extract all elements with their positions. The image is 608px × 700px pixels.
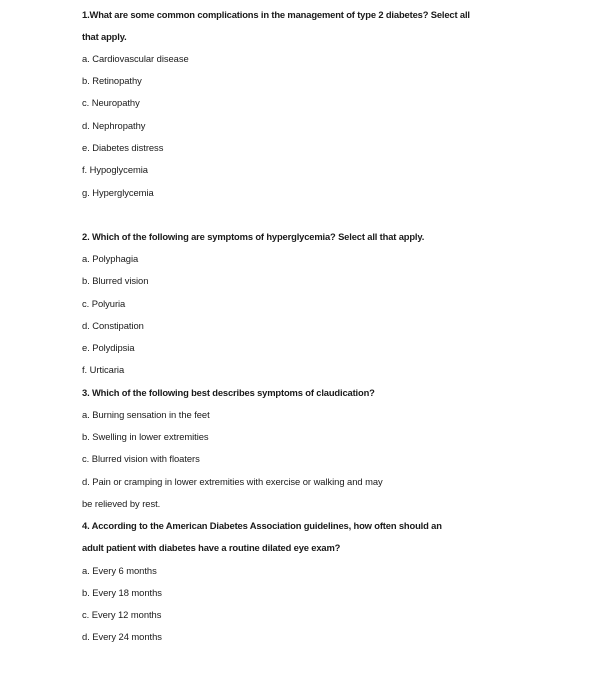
question-1-option-a: a. Cardiovascular disease — [82, 53, 189, 64]
question-1-option-g: g. Hyperglycemia — [82, 187, 154, 198]
question-2-option-d: d. Constipation — [82, 320, 144, 331]
question-1-option-e: e. Diabetes distress — [82, 142, 164, 153]
question-2-option-a: a. Polyphagia — [82, 253, 139, 264]
question-1-stem-line-1: 1.What are some common complications in the management of type 2 diabetes? Select all — [82, 9, 470, 20]
question-2-option-c: c. Polyuria — [82, 298, 126, 309]
question-2-stem-line-1: 2. Which of the following are symptoms of hyperglycemia? Select all that apply. — [82, 231, 425, 242]
question-3-stem-line-1: 3. Which of the following best describes symptoms of claudication? — [82, 387, 375, 398]
question-2-option-f: f. Urticaria — [82, 364, 125, 375]
question-3-option-d: d. Pain or cramping in lower extremities with exercise or walking and may — [82, 476, 383, 487]
question-2-option-e: e. Polydipsia — [82, 342, 135, 353]
question-2-option-b: b. Blurred vision — [82, 275, 149, 286]
question-3-option-b: b. Swelling in lower extremities — [82, 431, 209, 442]
question-4-stem-line-2: adult patient with diabetes have a routine dilated eye exam? — [82, 542, 341, 553]
question-4-stem-line-1: 4. According to the American Diabetes Association guidelines, how often should an — [82, 520, 442, 531]
question-1-option-c: c. Neuropathy — [82, 97, 140, 108]
question-3-option-a: a. Burning sensation in the feet — [82, 409, 210, 420]
question-4-option-a: a. Every 6 months — [82, 565, 157, 576]
question-3-option-d-continued: be relieved by rest. — [82, 498, 161, 509]
question-1-stem-line-2: that apply. — [82, 31, 127, 42]
question-4-option-d: d. Every 24 months — [82, 631, 162, 642]
question-1-option-d: d. Nephropathy — [82, 120, 146, 131]
question-4-option-b: b. Every 18 months — [82, 587, 162, 598]
question-1-option-b: b. Retinopathy — [82, 75, 142, 86]
question-4-option-c: c. Every 12 months — [82, 609, 162, 620]
question-3-option-c: c. Blurred vision with floaters — [82, 453, 200, 464]
question-1-option-f: f. Hypoglycemia — [82, 164, 148, 175]
